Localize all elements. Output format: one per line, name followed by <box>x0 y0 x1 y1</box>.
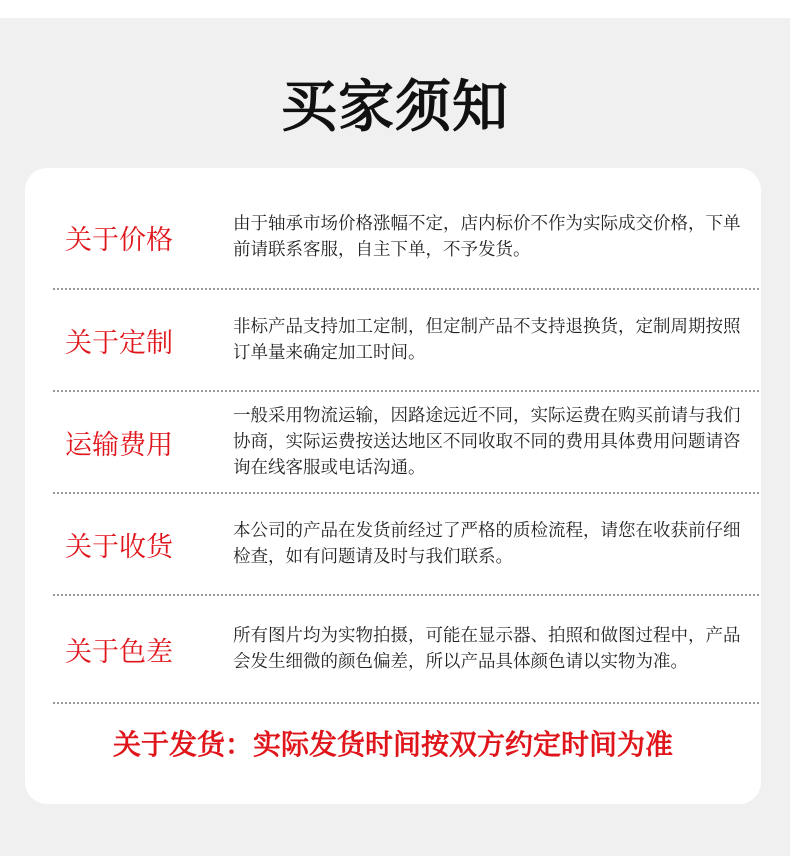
notice-card <box>25 168 761 804</box>
shipping-time-note: 关于发货：实际发货时间按双方约定时间为准 <box>112 728 673 761</box>
notice-label-shipping-cost: 运输费用 <box>65 429 173 461</box>
notice-text-color-difference: 所有图片均为实物拍摄，可能在显示器、拍照和做图过程中，产品会发生细微的颜色偏差，所以产品具体颜色请以实物为准。 <box>233 626 741 672</box>
top-strip <box>0 0 790 18</box>
notice-label-receiving: 关于收货 <box>65 531 173 563</box>
notice-label-color-difference: 关于色差 <box>65 636 173 668</box>
notice-row-price <box>53 186 759 290</box>
page-title: 买家须知 <box>281 75 509 140</box>
notice-label-price: 关于价格 <box>65 224 173 256</box>
notice-text-receiving: 本公司的产品在发货前经过了严格的质检流程，请您在收获前仔细检查，如有问题请及时与我们联系。 <box>233 521 741 567</box>
notice-text-shipping-cost: 一般采用物流运输，因路途远近不同，实际运费在购买前请与我们协商，实际运费按送达地区不同收取不同的费用具体费用问题请咨询在线客服或电话沟通。 <box>233 406 741 478</box>
notice-row-color-difference <box>53 596 759 704</box>
notice-row-receiving <box>53 494 759 596</box>
notice-text-customization: 非标产品支持加工定制，但定制产品不支持退换货，定制周期按照订单量来确定加工时间。 <box>233 317 741 363</box>
notice-row-customization <box>53 290 759 392</box>
notice-row-shipping-cost <box>53 392 759 494</box>
notice-label-customization: 关于定制 <box>65 327 173 359</box>
notice-text-price: 由于轴承市场价格涨幅不定，店内标价不作为实际成交价格，下单前请联系客服，自主下单，不予发货。 <box>233 214 741 260</box>
